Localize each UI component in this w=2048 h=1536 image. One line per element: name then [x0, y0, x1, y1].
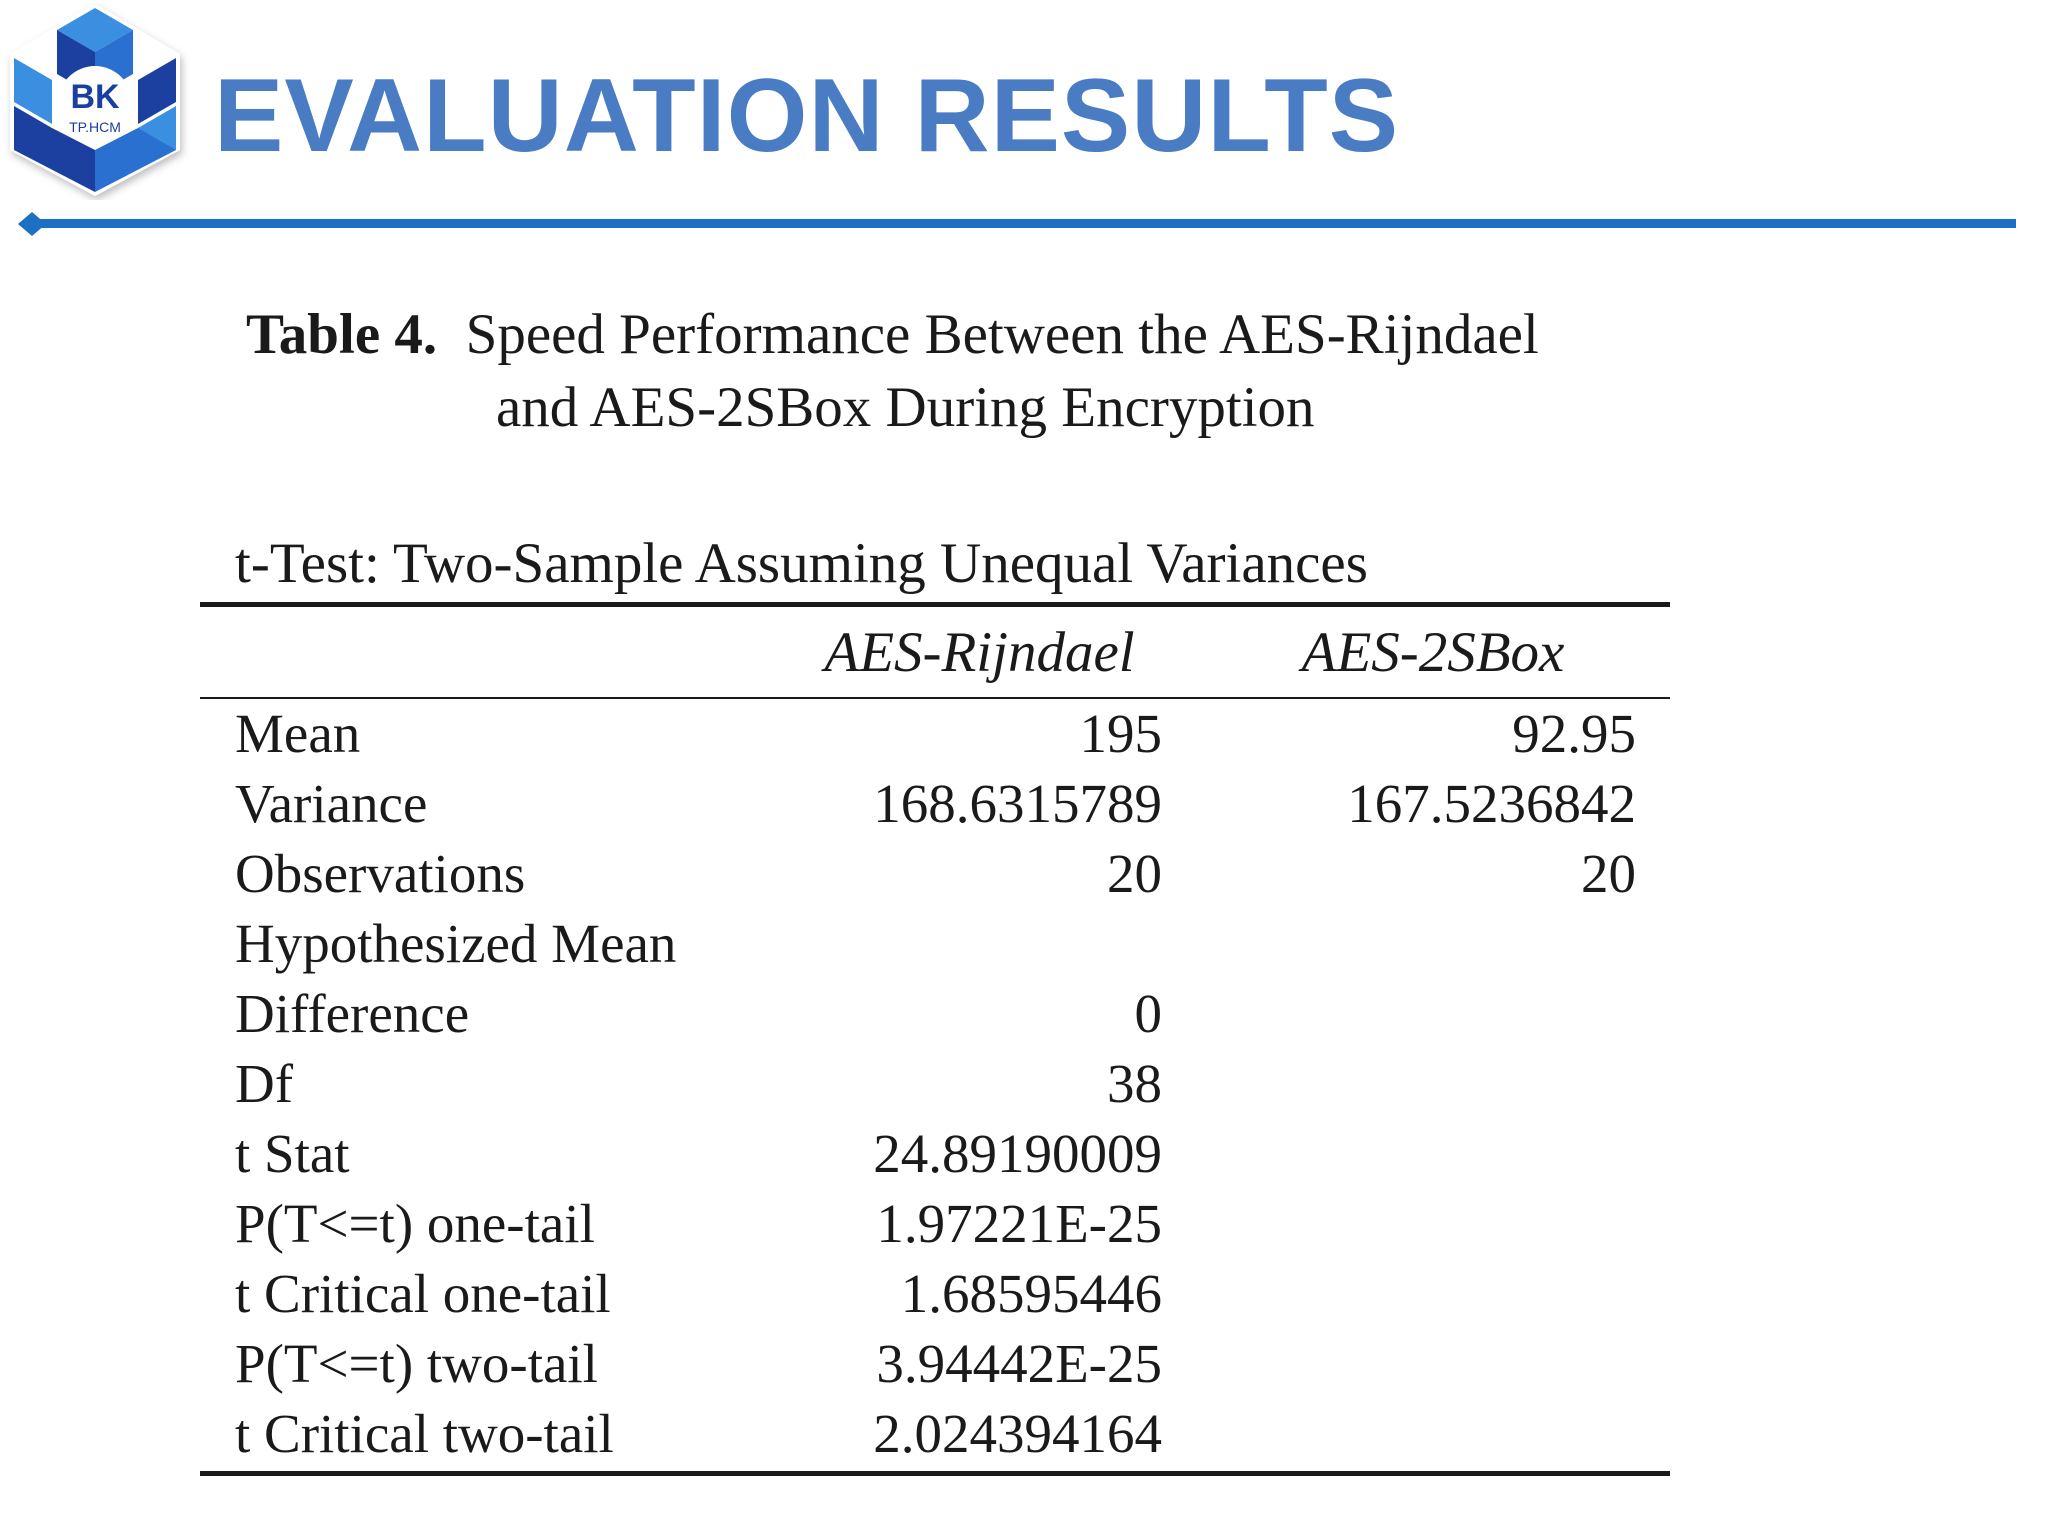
cell-rijndael: 195: [1079, 703, 1162, 764]
row-label: Mean: [235, 703, 361, 764]
row-label-line2: Difference: [235, 983, 470, 1044]
cell-2sbox: 92.95: [1512, 703, 1636, 764]
table-caption: [246, 298, 1696, 444]
cell-2sbox: [1196, 909, 1670, 1049]
cell-2sbox: 20: [1581, 843, 1636, 904]
logo-text: BK: [70, 78, 120, 116]
cell-rijndael: 168.6315789: [873, 773, 1162, 834]
cell-2sbox: [1196, 1049, 1670, 1119]
cell-2sbox: [1196, 1119, 1670, 1189]
caption-label: Table 4.: [246, 303, 438, 366]
table-row: [200, 839, 1670, 909]
cell-rijndael: 20: [1107, 843, 1162, 904]
table-row: [200, 1259, 1670, 1329]
cell-rijndael: 0: [1134, 983, 1162, 1044]
slide-title: EVALUATION RESULTS: [214, 58, 1400, 174]
cell-rijndael: 1.97221E-25: [876, 1193, 1162, 1254]
table-row: [200, 1119, 1670, 1189]
cell-rijndael: 1.68595446: [900, 1263, 1162, 1324]
table-row: [200, 1399, 1670, 1469]
table-header-row: [200, 607, 1670, 697]
cell-2sbox: [1196, 1399, 1670, 1469]
cell-rijndael: 3.94442E-25: [876, 1333, 1162, 1394]
row-label: Observations: [235, 843, 526, 904]
stats-table-body: [200, 699, 1670, 1469]
title-divider: [0, 200, 2048, 240]
cell-rijndael: 38: [1107, 1053, 1162, 1114]
stats-table: [200, 607, 1670, 697]
column-header-2sbox: AES-2SBox: [1301, 620, 1565, 684]
cell-2sbox: [1196, 1329, 1670, 1399]
cell-rijndael: 2.024394164: [873, 1403, 1162, 1464]
row-label: Variance: [235, 773, 428, 834]
caption-line2: and AES-2SBox During Encryption: [496, 376, 1315, 439]
cell-2sbox: 167.5236842: [1347, 773, 1636, 834]
table-row: [200, 769, 1670, 839]
logo-subtext: TP.HCM: [69, 119, 121, 135]
table-row: [200, 1049, 1670, 1119]
row-label: P(T<=t) two-tail: [235, 1333, 598, 1394]
stats-table-container: [200, 528, 1670, 1476]
cell-2sbox: [1196, 1189, 1670, 1259]
row-label: t Critical one-tail: [235, 1263, 611, 1324]
cell-2sbox: [1196, 1259, 1670, 1329]
table-bottom-rule: [200, 1471, 1670, 1476]
column-header-rijndael: AES-Rijndael: [824, 620, 1135, 684]
caption-line1: Speed Performance Between the AES-Rijndael: [465, 303, 1539, 366]
university-logo: [0, 0, 190, 200]
table-row: [200, 699, 1670, 769]
table-row: [200, 1189, 1670, 1259]
header-blank: [200, 607, 763, 697]
table-row: [200, 909, 1670, 1049]
row-label: t Critical two-tail: [235, 1403, 614, 1464]
row-label: t Stat: [235, 1123, 350, 1184]
table-heading: t-Test: Two-Sample Assuming Unequal Variances: [235, 532, 1368, 595]
cell-rijndael: 24.89190009: [873, 1123, 1162, 1184]
row-label: [200, 909, 763, 1049]
row-label-line1: Hypothesized Mean: [235, 913, 677, 974]
row-label: P(T<=t) one-tail: [235, 1193, 595, 1254]
row-label: Df: [235, 1053, 294, 1114]
table-row: [200, 1329, 1670, 1399]
